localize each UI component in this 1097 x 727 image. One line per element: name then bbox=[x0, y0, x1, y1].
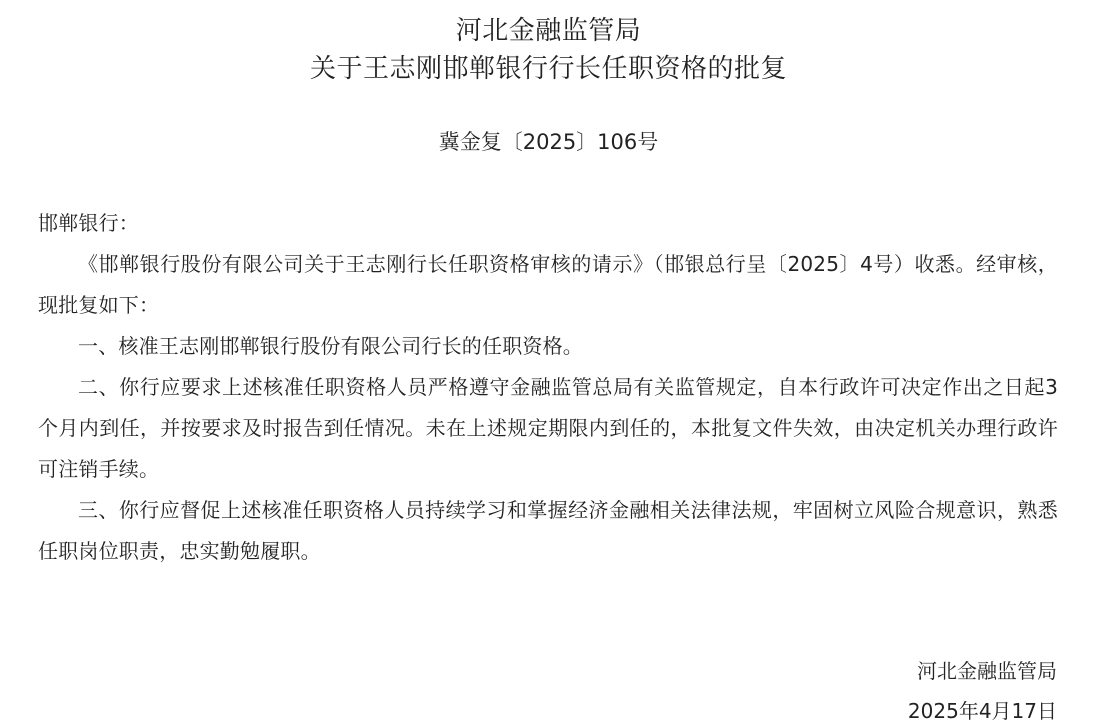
paragraph-request-acknowledgement: 《邯郸银行股份有限公司关于王志刚行长任职资格审核的请示》（邯银总行呈〔2025〕4号）收悉。经审核，现批复如下： bbox=[38, 252, 1058, 317]
paragraph-item-one: 一、核准王志刚邯郸银行股份有限公司行长的任职资格。 bbox=[78, 334, 583, 358]
paragraph-item-two: 二、你行应要求上述核准任职资格人员严格遵守金融监管总局有关监管规定，自本行政许可决定作出之日起3个月内到任，并按要求及时报告到任情况。未在上述规定期限内到任的，本批复文件失效，由决定机关办理行政许可注销手续。 bbox=[38, 375, 1058, 481]
document-body bbox=[38, 203, 1058, 572]
document-number: 冀金复〔2025〕106号 bbox=[438, 130, 659, 154]
signoff-date: 2025年4月17日 bbox=[907, 699, 1057, 723]
issuer-heading: 河北金融监管局 bbox=[455, 16, 642, 46]
signoff-organization: 河北金融监管局 bbox=[917, 659, 1057, 683]
addressee: 邯郸银行： bbox=[38, 211, 139, 235]
paragraph-item-three: 三、你行应督促上述核准任职资格人员持续学习和掌握经济金融相关法律法规，牢固树立风险合规意识，熟悉任职岗位职责，忠实勤勉履职。 bbox=[38, 498, 1058, 563]
document-title: 关于王志刚邯郸银行行长任职资格的批复 bbox=[309, 54, 787, 84]
